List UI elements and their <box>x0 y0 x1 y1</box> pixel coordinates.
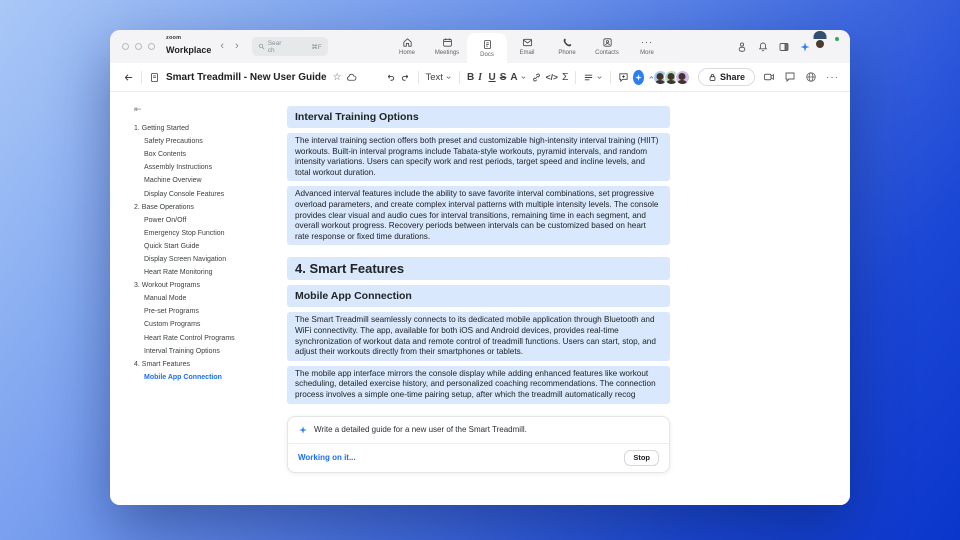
redo-icon <box>400 72 411 83</box>
link-icon <box>531 72 542 83</box>
doc-paragraph[interactable]: Advanced interval features include the ability to save favorite interval combinations, set progressive overload parameters, and create complex interval patterns with multiple intensity levels. The console provides clear visual and audio cues for interval transitions, remaining time in each segment, and overall workout progress. Recovery periods between intervals can be customized based on heart rate response or fixed time durations. <box>287 186 670 245</box>
document-content-area <box>110 92 850 505</box>
search-shortcut: ⌘F <box>311 43 322 51</box>
app-topbar <box>110 30 850 63</box>
presence-status-dot <box>834 36 840 42</box>
underline-button[interactable]: U <box>488 71 496 83</box>
window-close-button[interactable] <box>122 43 129 50</box>
chevron-down-icon <box>520 74 527 81</box>
cloud-icon <box>346 72 357 83</box>
window-minimize-button[interactable] <box>135 43 142 50</box>
nav-forward-button[interactable]: › <box>235 40 239 52</box>
outline-item[interactable]: Machine Overview <box>144 177 202 185</box>
arrow-left-icon <box>123 72 134 83</box>
ai-status-row <box>288 444 669 472</box>
divider <box>575 71 576 84</box>
share-label: Share <box>719 72 745 82</box>
add-comment-button[interactable] <box>616 70 631 85</box>
insert-link-button[interactable] <box>529 70 544 85</box>
outline-item[interactable]: Box Contents <box>144 151 187 159</box>
phone-icon <box>562 37 573 48</box>
insert-equation-button[interactable]: Σ <box>561 71 569 83</box>
divider <box>610 71 611 84</box>
redo-button[interactable] <box>398 70 413 85</box>
outline-item[interactable]: Emergency Stop Function <box>144 229 225 237</box>
outline-item[interactable]: Heart Rate Control Programs <box>144 334 235 342</box>
globe-icon[interactable] <box>805 71 817 83</box>
notifications-bell-icon[interactable] <box>757 41 769 53</box>
video-camera-icon[interactable] <box>763 71 775 83</box>
tab-more[interactable] <box>627 30 667 63</box>
sparkle-icon <box>634 73 643 82</box>
doc-paragraph[interactable]: The interval training section offers both preset and customizable high-intensity interval training (HIIT) workouts. Built-in interval programs include Tabata-style workouts, pyramid intervals, and random intensity variations. Users can specify work and rest periods, target speed and incline levels, and total workout duration. <box>287 133 670 181</box>
calendar-icon <box>442 37 453 48</box>
tab-phone-label: Phone <box>558 50 576 56</box>
zoom-workplace-logo <box>166 36 211 58</box>
more-options-button[interactable]: ··· <box>826 71 839 83</box>
logo-workplace-text: Workplace <box>166 45 212 56</box>
tab-more-label: More <box>640 50 654 56</box>
tab-meetings[interactable] <box>427 30 467 63</box>
window-controls <box>122 43 155 50</box>
outline-item[interactable]: 1. Getting Started <box>134 125 189 133</box>
nav-back-button[interactable]: ‹ <box>220 40 225 52</box>
outline-item[interactable]: Safety Precautions <box>144 138 203 146</box>
outline-item[interactable]: Interval Training Options <box>144 347 220 355</box>
main-nav-tabs <box>387 30 667 63</box>
sparkle-icon <box>298 425 308 435</box>
outline-item[interactable]: Display Console Features <box>144 190 225 198</box>
ai-prompt-row <box>288 417 669 444</box>
text-color-dropdown[interactable] <box>508 70 528 85</box>
insert-code-button[interactable]: </> <box>545 72 558 82</box>
logo-zoom-text: zoom <box>166 34 182 41</box>
align-list-icon <box>583 72 594 83</box>
tab-docs[interactable] <box>467 33 507 63</box>
collaborator-avatar[interactable] <box>675 70 690 85</box>
document-icon <box>482 39 493 50</box>
list-options-dropdown[interactable] <box>581 70 605 85</box>
doc-section-heading[interactable]: 4. Smart Features <box>287 257 670 280</box>
doc-back-button[interactable] <box>121 70 136 85</box>
ai-prompt-text: Write a detailed guide for a new user of the Smart Treadmill. <box>314 425 527 434</box>
doc-heading[interactable]: Interval Training Options <box>287 106 670 128</box>
contacts-icon <box>602 37 613 48</box>
paragraph-style-dropdown[interactable] <box>424 70 454 85</box>
tab-contacts[interactable] <box>587 30 627 63</box>
tab-phone[interactable] <box>547 30 587 63</box>
tab-email-label: Email <box>519 50 535 56</box>
comment-plus-icon <box>618 72 629 83</box>
home-icon <box>402 37 413 48</box>
chevron-down-icon <box>596 74 603 81</box>
divider <box>141 71 142 84</box>
mail-icon <box>522 37 533 48</box>
strikethrough-button[interactable]: S <box>499 71 507 83</box>
italic-button[interactable]: I <box>476 70 486 85</box>
chat-bubble-icon[interactable] <box>784 71 796 83</box>
doc-toolbar-right-actions <box>763 71 839 83</box>
tab-docs-label: Docs <box>480 51 494 58</box>
outline-item[interactable]: 4. Smart Features <box>134 360 191 368</box>
outline-item[interactable]: Pre-set Programs <box>144 308 199 316</box>
collapse-outline-button[interactable]: ⇤ <box>134 104 142 114</box>
doc-paragraph[interactable]: The Smart Treadmill seamlessly connects to its dedicated mobile application through Bluetooth and WiFi connectivity. The app, available for both iOS and Android devices, provides real-time synchronization of workout data and remote control of treadmill functions. Users can start, stop, and adjust their workouts directly from their smartphones or tablets. <box>287 312 670 360</box>
window-zoom-button[interactable] <box>148 43 155 50</box>
topbar-actions <box>736 37 839 56</box>
undo-button[interactable] <box>383 70 398 85</box>
tab-contacts-label: Contacts <box>595 50 619 56</box>
outline-item[interactable]: Custom Programs <box>144 321 201 329</box>
outline-item[interactable]: Assembly Instructions <box>144 164 213 172</box>
recents-icon[interactable] <box>736 41 748 53</box>
outline-item[interactable]: 3. Workout Programs <box>134 282 201 290</box>
chevron-down-icon <box>445 74 452 81</box>
document-toolbar <box>110 63 850 92</box>
side-panel-icon[interactable] <box>778 41 790 53</box>
lock-icon <box>708 73 717 82</box>
more-horizontal-icon: ··· <box>641 37 653 47</box>
doc-heading[interactable]: Mobile App Connection <box>287 285 670 307</box>
divider <box>459 71 460 84</box>
bold-button[interactable]: B <box>466 71 475 83</box>
doc-home-button[interactable] <box>147 70 162 85</box>
outline-item-active[interactable]: Mobile App Connection <box>144 373 222 381</box>
stop-button[interactable]: Stop <box>624 450 659 466</box>
zoom-workplace-window <box>110 30 850 505</box>
share-button[interactable] <box>698 68 755 86</box>
paragraph-style-label: Text <box>425 71 443 83</box>
cloud-sync-button[interactable] <box>344 70 359 85</box>
doc-page-icon <box>149 72 160 83</box>
tab-home[interactable] <box>387 30 427 63</box>
collaborator-avatars <box>657 70 690 85</box>
document-outline-sidebar <box>110 92 287 505</box>
outline-item[interactable]: Heart Rate Monitoring <box>144 269 213 277</box>
outline-item[interactable]: 2. Base Operations <box>134 203 194 211</box>
tab-meetings-label: Meetings <box>434 50 460 56</box>
tab-email[interactable] <box>507 30 547 63</box>
doc-paragraph[interactable]: The mobile app interface mirrors the console display while adding enhanced features like workout scheduling, detailed exercise history, and personalized coaching recommendations. The connection process involves a simple one-time pairing setup, after which the treadmill automatically recog <box>287 366 670 404</box>
global-search-input[interactable] <box>252 37 328 56</box>
search-icon <box>258 43 265 50</box>
document-title: Smart Treadmill - New User Guide <box>166 71 327 83</box>
outline-item[interactable]: Display Screen Navigation <box>144 255 227 263</box>
outline-item[interactable]: Quick Start Guide <box>144 242 200 250</box>
undo-icon <box>385 72 396 83</box>
tab-home-label: Home <box>398 50 415 56</box>
ai-status-text: Working on it... <box>298 453 356 462</box>
outline-item[interactable]: Manual Mode <box>144 295 187 303</box>
outline-item[interactable]: Power On/Off <box>144 216 187 224</box>
favorite-star-button[interactable]: ☆ <box>332 71 342 83</box>
text-color-label: A <box>510 71 518 83</box>
ai-companion-panel <box>287 416 670 473</box>
ai-companion-button[interactable] <box>633 70 644 85</box>
document-page <box>287 92 670 505</box>
ai-companion-sparkle-icon[interactable] <box>799 41 811 53</box>
divider <box>418 71 419 84</box>
user-avatar[interactable] <box>820 37 839 56</box>
search-placeholder: Search <box>267 39 282 54</box>
